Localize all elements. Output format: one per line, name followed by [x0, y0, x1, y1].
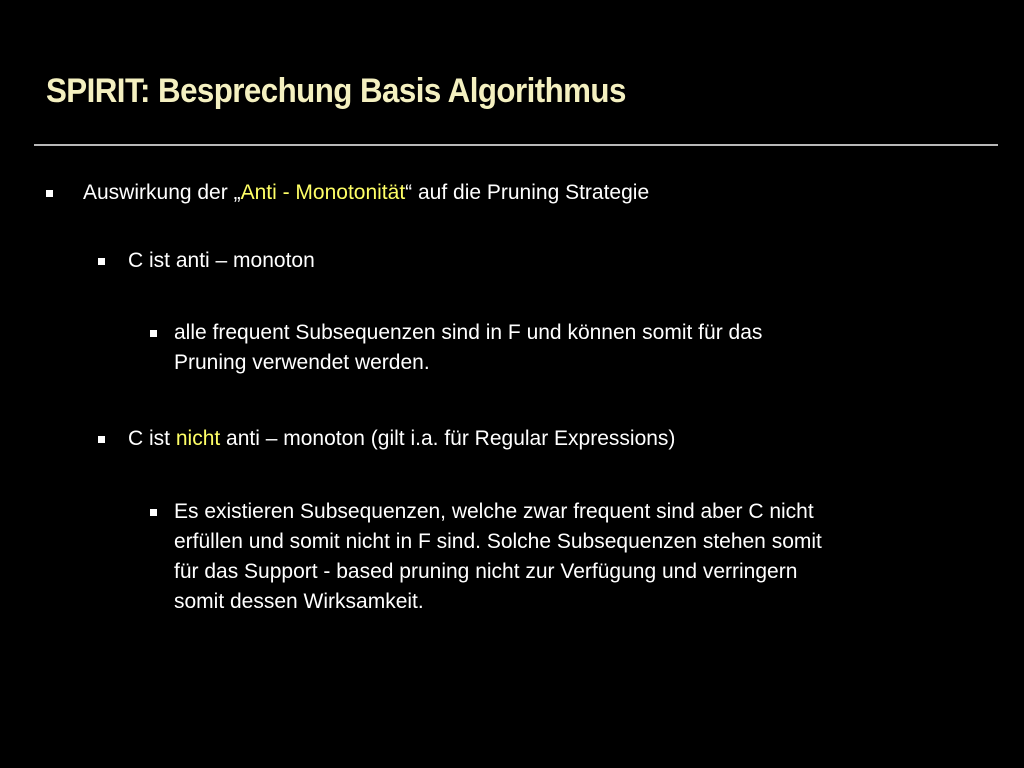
square-bullet-icon [150, 330, 157, 337]
bullet-text-line: für das Support - based pruning nicht zur Verfügung und verringern [174, 560, 798, 583]
bullet-text-pre: Auswirkung der „ [83, 181, 241, 204]
bullet-text-highlight: Anti - Monotonität [240, 181, 406, 204]
bullet-text-line: Es existieren Subsequenzen, welche zwar frequent sind aber C nicht [174, 500, 814, 523]
bullet-text-line: alle frequent Subsequenzen sind in F und können somit für das [174, 321, 763, 344]
bullet-level1-item [46, 178, 649, 208]
bullet-text: C ist anti – monoton [128, 249, 315, 272]
bullet-text [174, 497, 822, 617]
slide-title: SPIRIT: Besprechung Basis Algorithmus [46, 72, 626, 110]
bullet-text-post: “ auf die Pruning Strategie [405, 181, 650, 204]
bullet-text [83, 178, 649, 208]
bullet-text-pre: C ist [128, 427, 176, 450]
bullet-text-post: anti – monoton (gilt i.a. für Regular Expressions) [220, 427, 676, 450]
bullet-text-highlight: nicht [175, 427, 221, 450]
bullet-text-line: Pruning verwendet werden. [174, 351, 430, 374]
square-bullet-icon [98, 436, 105, 443]
bullet-level3-item [150, 497, 970, 617]
bullet-level3-item [150, 318, 910, 378]
bullet-text-line: somit dessen Wirksamkeit. [174, 590, 424, 613]
square-bullet-icon [150, 509, 157, 516]
bullet-text-line: erfüllen und somit nicht in F sind. Solche Subsequenzen stehen somit [174, 530, 822, 553]
square-bullet-icon [46, 190, 53, 197]
bullet-level2-item [98, 246, 315, 276]
title-divider [34, 144, 998, 146]
bullet-text [128, 424, 675, 454]
bullet-text [174, 318, 762, 378]
square-bullet-icon [98, 258, 105, 265]
bullet-level2-item [98, 424, 675, 454]
